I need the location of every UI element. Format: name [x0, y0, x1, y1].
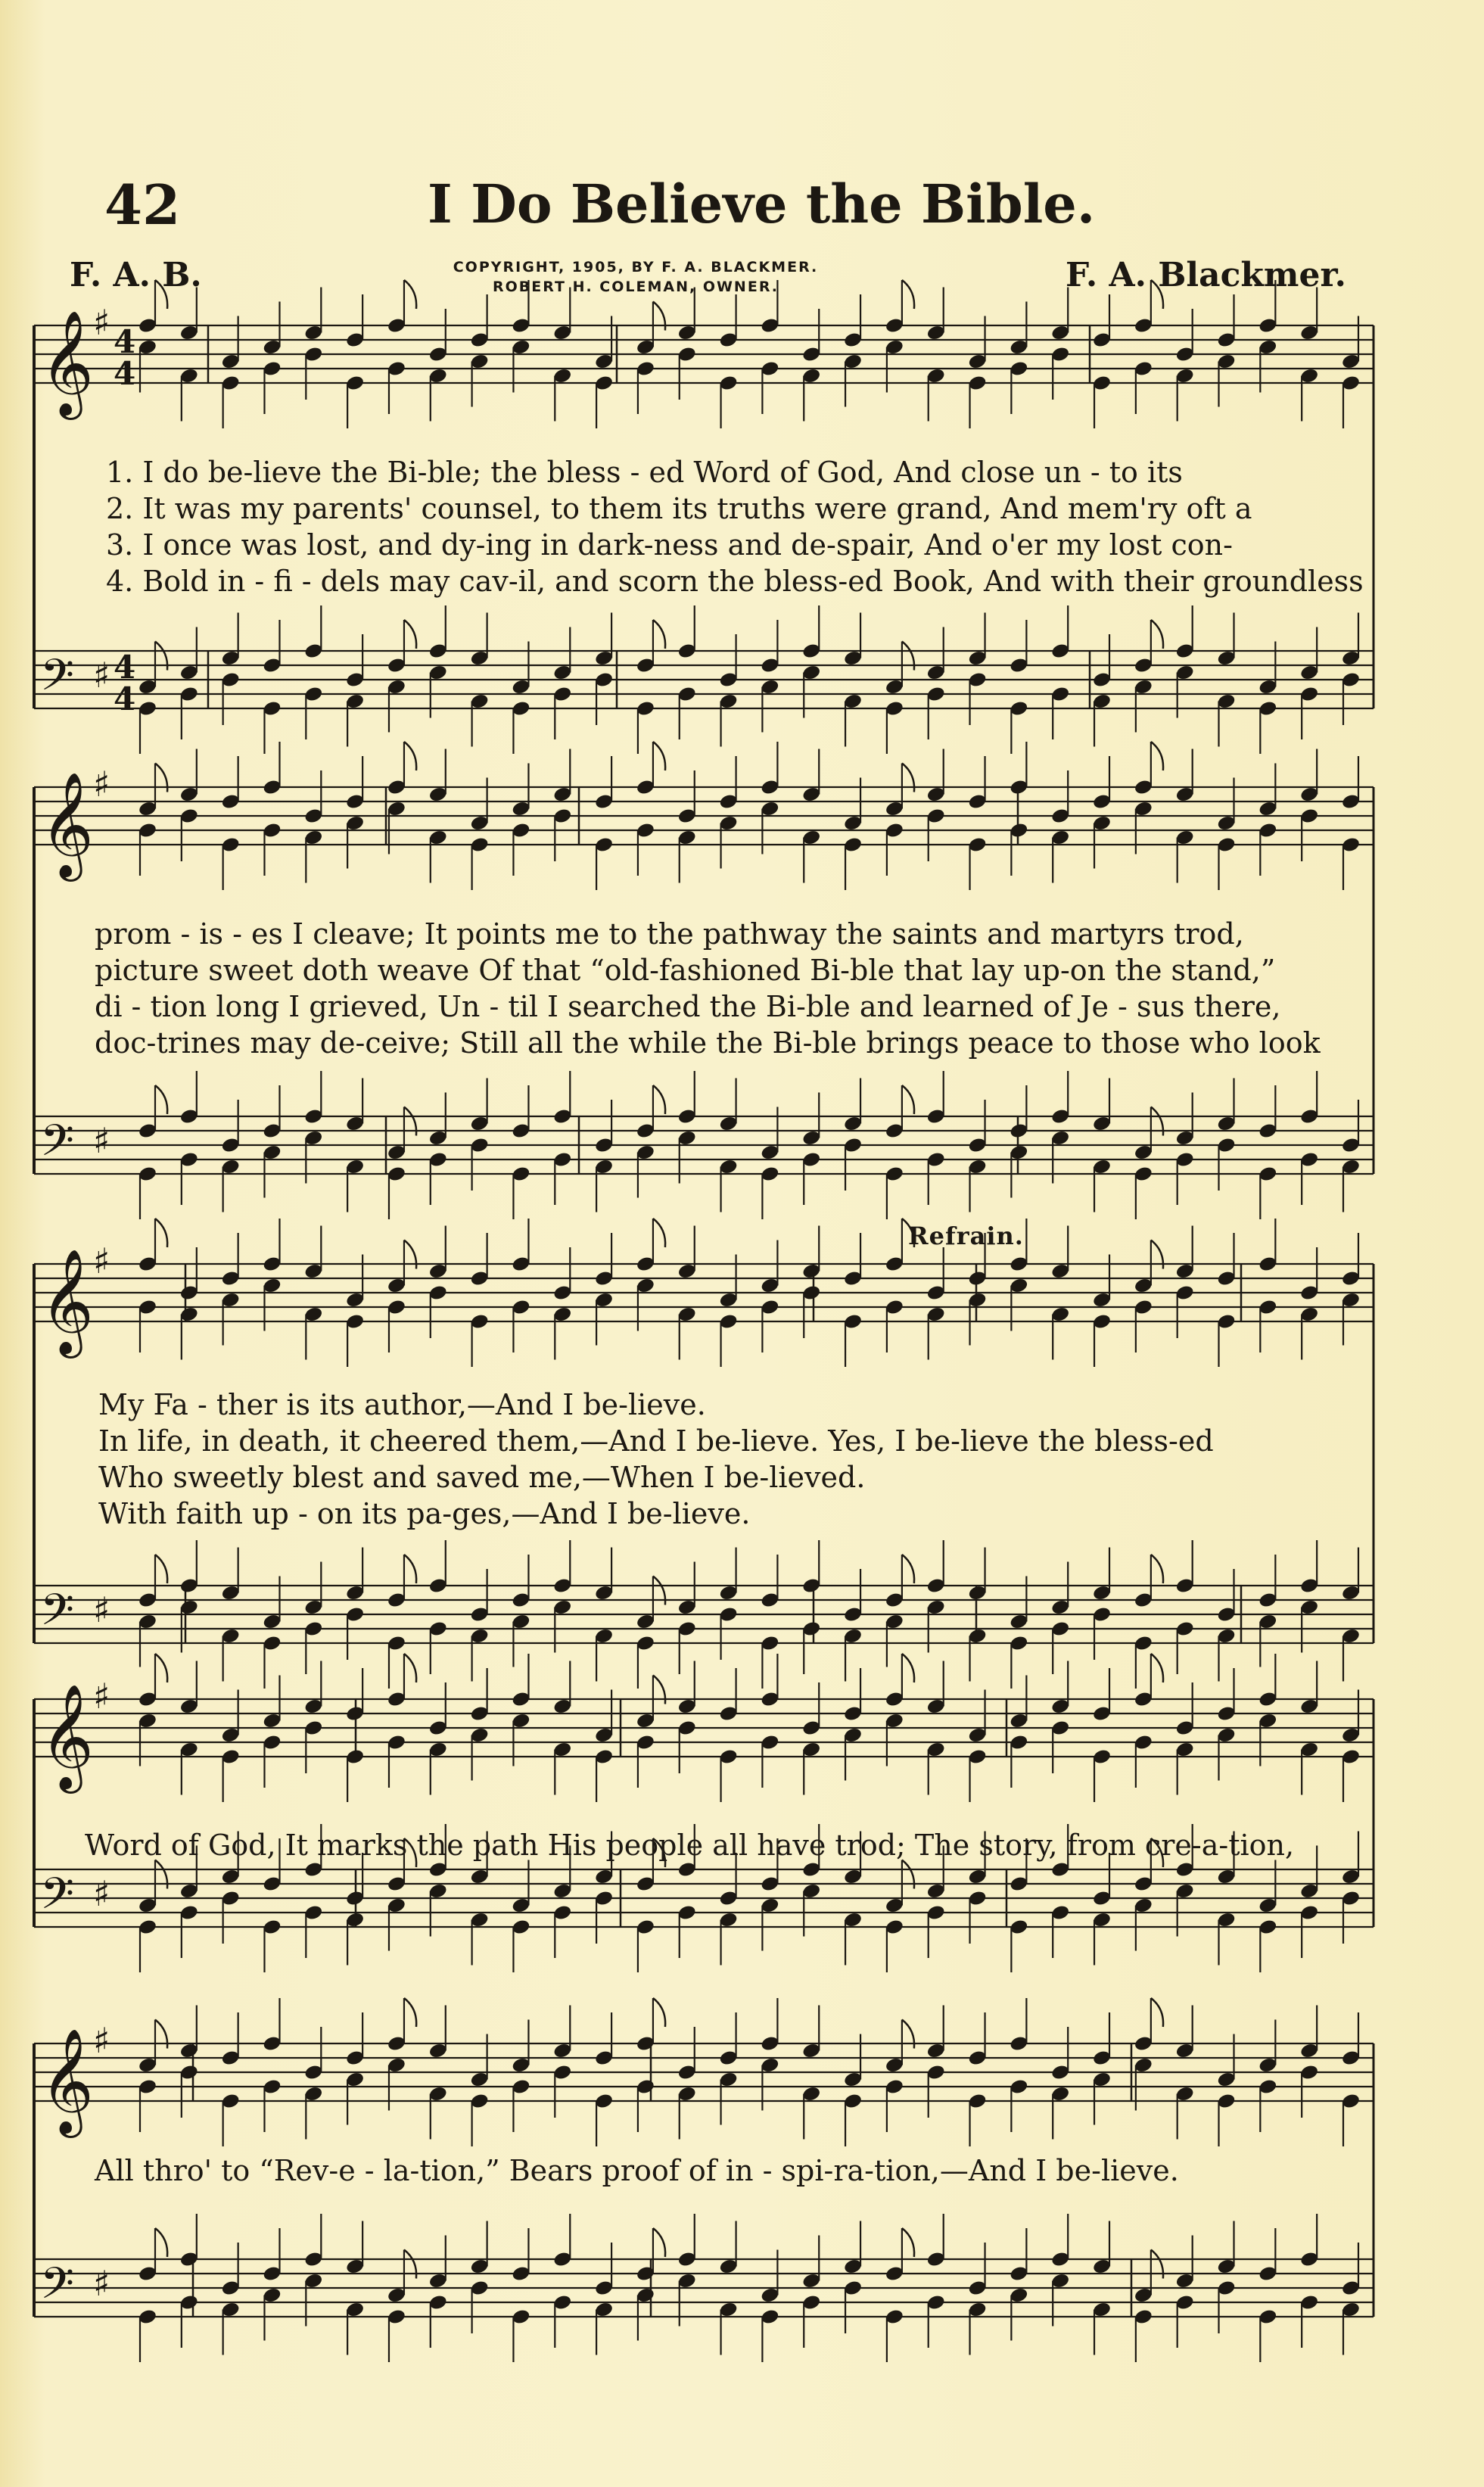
note-flag — [1151, 620, 1163, 649]
time-signature-top: 4 — [114, 649, 136, 686]
lyric-s1-verse3: 3. I once was lost, and dy-ing in dark-ness and de-spair, And o'er my lost con- — [106, 528, 1233, 562]
time-signature-top: 4 — [114, 323, 136, 360]
note-flag — [404, 620, 416, 649]
note-flag — [653, 2228, 665, 2257]
note-flag — [155, 2228, 167, 2257]
lyric-s4: Word of God, It marks the path His people all have trod; The story, from cre-a-tion, — [85, 1829, 1295, 1862]
lyric-s2-verse2: picture sweet doth weave Of that “old-fashioned Bi-ble that lay up-on the stand,” — [95, 954, 1276, 987]
lyric-s2-verse4: doc-trines may de-ceive; Still all the while the Bi-ble brings peace to those who look — [95, 1026, 1321, 1060]
bass-clef-icon: 𝄢 — [40, 1868, 75, 1930]
hymn-title: I Do Believe the Bible. — [428, 173, 1096, 235]
note-flag — [404, 1654, 416, 1682]
note-flag — [653, 1998, 665, 2027]
bass-clef-icon: 𝄢 — [40, 649, 75, 711]
bass-clef-icon: 𝄢 — [40, 2258, 75, 2320]
sharp-icon: ♯ — [93, 1676, 110, 1717]
lyric-s3-verse3: Who sweetly blest and saved me,—When I be-lieved. — [98, 1461, 866, 1494]
bass-clef-icon: 𝄢 — [40, 1115, 75, 1177]
sharp-icon: ♯ — [93, 2020, 110, 2061]
sharp-icon: ♯ — [93, 1589, 110, 1630]
sharp-icon: ♯ — [93, 655, 110, 696]
sharp-icon: ♯ — [93, 1120, 110, 1161]
note-flag — [404, 280, 416, 309]
note-flag — [902, 1085, 914, 1114]
treble-clef-icon: 𝄞 — [40, 310, 94, 416]
copyright-line-2: ROBERT H. COLEMAN, OWNER. — [492, 279, 779, 295]
treble-clef-icon: 𝄞 — [40, 1249, 94, 1354]
note-flag — [155, 1654, 167, 1682]
lyric-s5: All thro' to “Rev-e - la-tion,” Bears proof of in - spi-ra-tion,—And I be-lieve. — [95, 2154, 1179, 2187]
note-flag — [404, 1998, 416, 2027]
lyric-s1-verse4: 4. Bold in - fi - dels may cav-il, and scorn the bless-ed Book, And with their groundless — [106, 565, 1364, 598]
note-flag — [1151, 742, 1163, 770]
lyric-s1-verse2: 2. It was my parents' counsel, to them its truths were grand, And mem'ry oft a — [106, 492, 1252, 525]
lyric-s3-verse2: In life, in death, it cheered them,—And I be-lieve. Yes, I be-lieve the bless-ed — [98, 1424, 1214, 1458]
sharp-icon: ♯ — [93, 1873, 110, 1914]
hymn-number: 42 — [104, 173, 181, 237]
lyric-s2-verse3: di - tion long I grieved, Un - til I searched the Bi-ble and learned of Je - sus there, — [95, 990, 1281, 1023]
author-initials: F. A. B. — [70, 256, 202, 294]
note-flag — [155, 1085, 167, 1114]
note-flag — [902, 2228, 914, 2257]
note-flag — [155, 280, 167, 309]
note-flag — [1151, 1998, 1163, 2027]
sharp-icon: ♯ — [93, 1240, 110, 1281]
note-flag — [1151, 1555, 1163, 1583]
note-flag — [404, 1555, 416, 1583]
lyric-s3-verse1: My Fa - ther is its author,—And I be-lieve. — [98, 1388, 706, 1421]
treble-clef-icon: 𝄞 — [40, 772, 94, 877]
note-flag — [1151, 280, 1163, 309]
sharp-icon: ♯ — [93, 764, 110, 805]
lyric-s3-verse4: With faith up - on its pa-ges,—And I be-lieve. — [98, 1497, 751, 1530]
refrain-label: Refrain. — [908, 1222, 1024, 1250]
treble-clef-icon: 𝄞 — [40, 2028, 94, 2134]
note-flag — [902, 1555, 914, 1583]
time-signature-bottom: 4 — [114, 680, 136, 717]
note-flag — [155, 1555, 167, 1583]
note-flag — [404, 742, 416, 770]
note-flag — [155, 1219, 167, 1247]
copyright-line-1: COPYRIGHT, 1905, BY F. A. BLACKMER. — [453, 259, 819, 275]
note-flag — [653, 742, 665, 770]
treble-clef-icon: 𝄞 — [40, 1684, 94, 1789]
note-flag — [902, 1654, 914, 1682]
lyric-s1-verse1: 1. I do be-lieve the Bi-ble; the bless - ed Word of God, And close un - to its — [106, 456, 1183, 489]
note-flag — [653, 1219, 665, 1247]
note-flag — [653, 1085, 665, 1114]
note-flag — [653, 620, 665, 649]
bass-clef-icon: 𝄢 — [40, 1584, 75, 1646]
lyric-s2-verse1: prom - is - es I cleave; It points me to the pathway the saints and martyrs trod, — [95, 917, 1244, 951]
note-flag — [902, 280, 914, 309]
time-signature-bottom: 4 — [114, 355, 136, 392]
sharp-icon: ♯ — [93, 2263, 110, 2304]
sharp-icon: ♯ — [93, 302, 110, 343]
composer: F. A. Blackmer. — [1066, 256, 1346, 294]
note-flag — [1151, 1654, 1163, 1682]
